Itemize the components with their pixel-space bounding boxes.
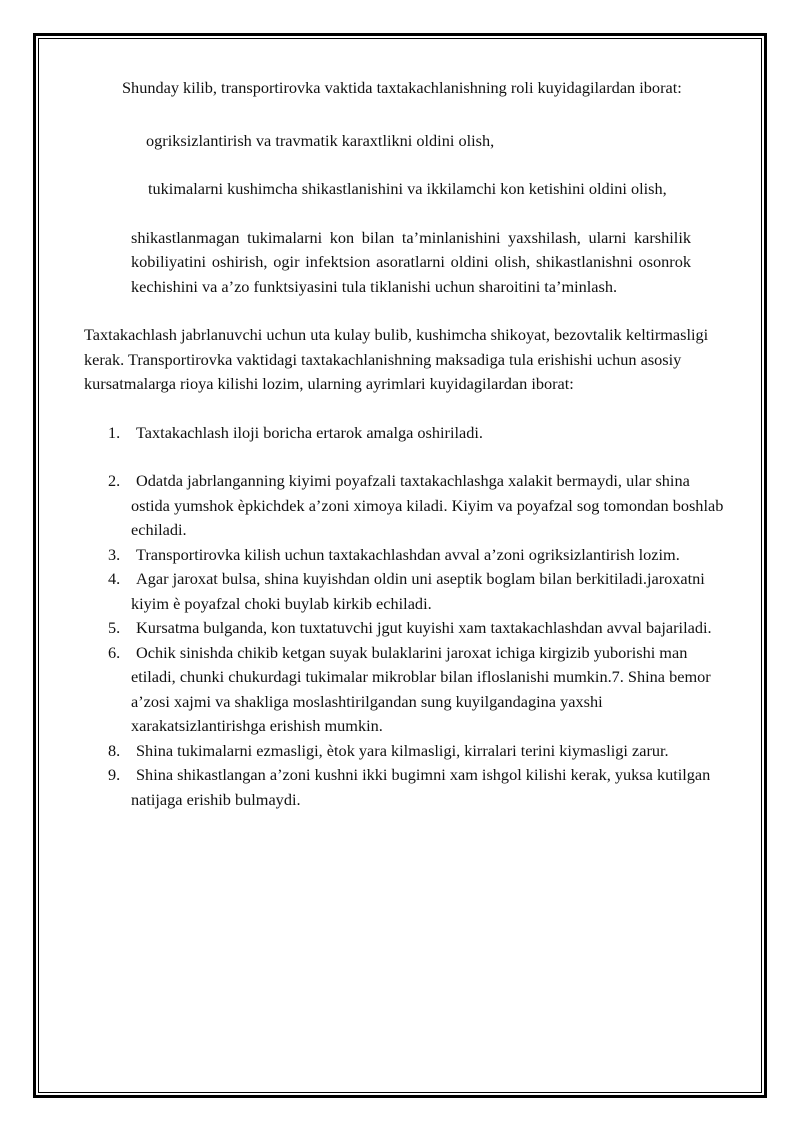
list-item bbox=[84, 567, 724, 616]
list-item-number: 1. bbox=[108, 422, 121, 442]
list-item-text: Agar jaroxat bulsa, shina kuyishdan oldin uni aseptik boglam bilan berkitiladi.jaroxatni kiyim è poyafzal choki buylab kirkib echiladi. bbox=[131, 569, 705, 613]
body-paragraph: Taxtakachlash jabrlanuvchi uchun uta kulay bulib, kushimcha shikoyat, bezovtalik keltirmasligi kerak. Transportirovka vaktidagi taxtakachlanishning maksadiga tula erishishi uchun asosiy kursatmalarga rioya kilishi lozim, ularning ayrimlari kuyidagilardan iborat: bbox=[84, 325, 709, 393]
list-item-text: Taxtakachlash iloji boricha ertarok amalga oshiriladi. bbox=[136, 422, 483, 442]
list-item: shikastlanmagan tukimalarni kon bilan ta’minlanishini yaxshilash, ularni karshilik kobiliyatini oshirish, ogir infektsion asoratlarni oldini olish, shikastlanishni osonrok kechishini va a’zo funktsiyasini tula tiklanishi uchun sharoitini ta’minlash. bbox=[131, 227, 691, 296]
list-item-number: 2. bbox=[108, 471, 121, 490]
list-item-text: Kursatma bulganda, kon tuxtatuvchi jgut kuyishi xam taxtakachlashdan avval bajariladi. bbox=[136, 618, 712, 637]
list-item bbox=[84, 763, 724, 812]
list-item-text: Transportirovka kilish uchun taxtakachlashdan avval a’zoni ogriksizlantirish lozim. bbox=[136, 544, 680, 564]
list-item bbox=[84, 543, 724, 568]
list-item-number: 8. bbox=[108, 740, 121, 760]
document-body bbox=[84, 76, 724, 812]
list-item-number: 5. bbox=[108, 618, 121, 637]
list-item: ogriksizlantirish va travmatik karaxtlikni oldini olish, bbox=[146, 130, 495, 150]
list-item bbox=[84, 641, 724, 739]
list-item-number: 9. bbox=[108, 765, 121, 784]
list-item bbox=[84, 469, 724, 543]
list-item bbox=[84, 421, 724, 446]
list-item-text: Shina tukimalarni ezmasligi, ètok yara kilmasligi, kirralari terini kiymasligi zarur. bbox=[136, 740, 669, 760]
list-item bbox=[84, 616, 724, 641]
list-item-number: 4. bbox=[108, 569, 121, 588]
list-item bbox=[84, 739, 724, 764]
list-item-text: Ochik sinishda chikib ketgan suyak bulaklarini jaroxat ichiga kirgizib yuborishi man etiladi, chunki chukurdagi tukimalar mikroblar bilan ifloslanishi mumkin.7. Shina bemor a’zosi xajmi va shakliga moslashtirilgandan sung kuyilgandagina yaxshi xarakatsizlantirishga erishish mumkin. bbox=[131, 642, 711, 735]
list-item-text: Odatda jabrlanganning kiyimi poyafzali taxtakachlashga xalakit bermaydi, ular shina ostida yumshok èpkichdek a’zoni ximoya kiladi. Kiyim va poyafzal sog tomondan boshlab echiladi. bbox=[131, 471, 724, 539]
list-item: tukimalarni kushimcha shikastlanishini va ikkilamchi kon ketishini oldini olish, bbox=[148, 179, 667, 198]
intro-paragraph: Shunday kilib, transportirovka vaktida taxtakachlanishning roli kuyidagilardan iborat: bbox=[122, 78, 682, 97]
list-item-number: 6. bbox=[108, 642, 121, 662]
instructions-list bbox=[84, 421, 724, 813]
list-item-number: 3. bbox=[108, 544, 121, 564]
list-item-text: Shina shikastlangan a’zoni kushni ikki bugimni xam ishgol kilishi kerak, yuksa kutilgan natijaga erishib bulmaydi. bbox=[131, 765, 711, 809]
